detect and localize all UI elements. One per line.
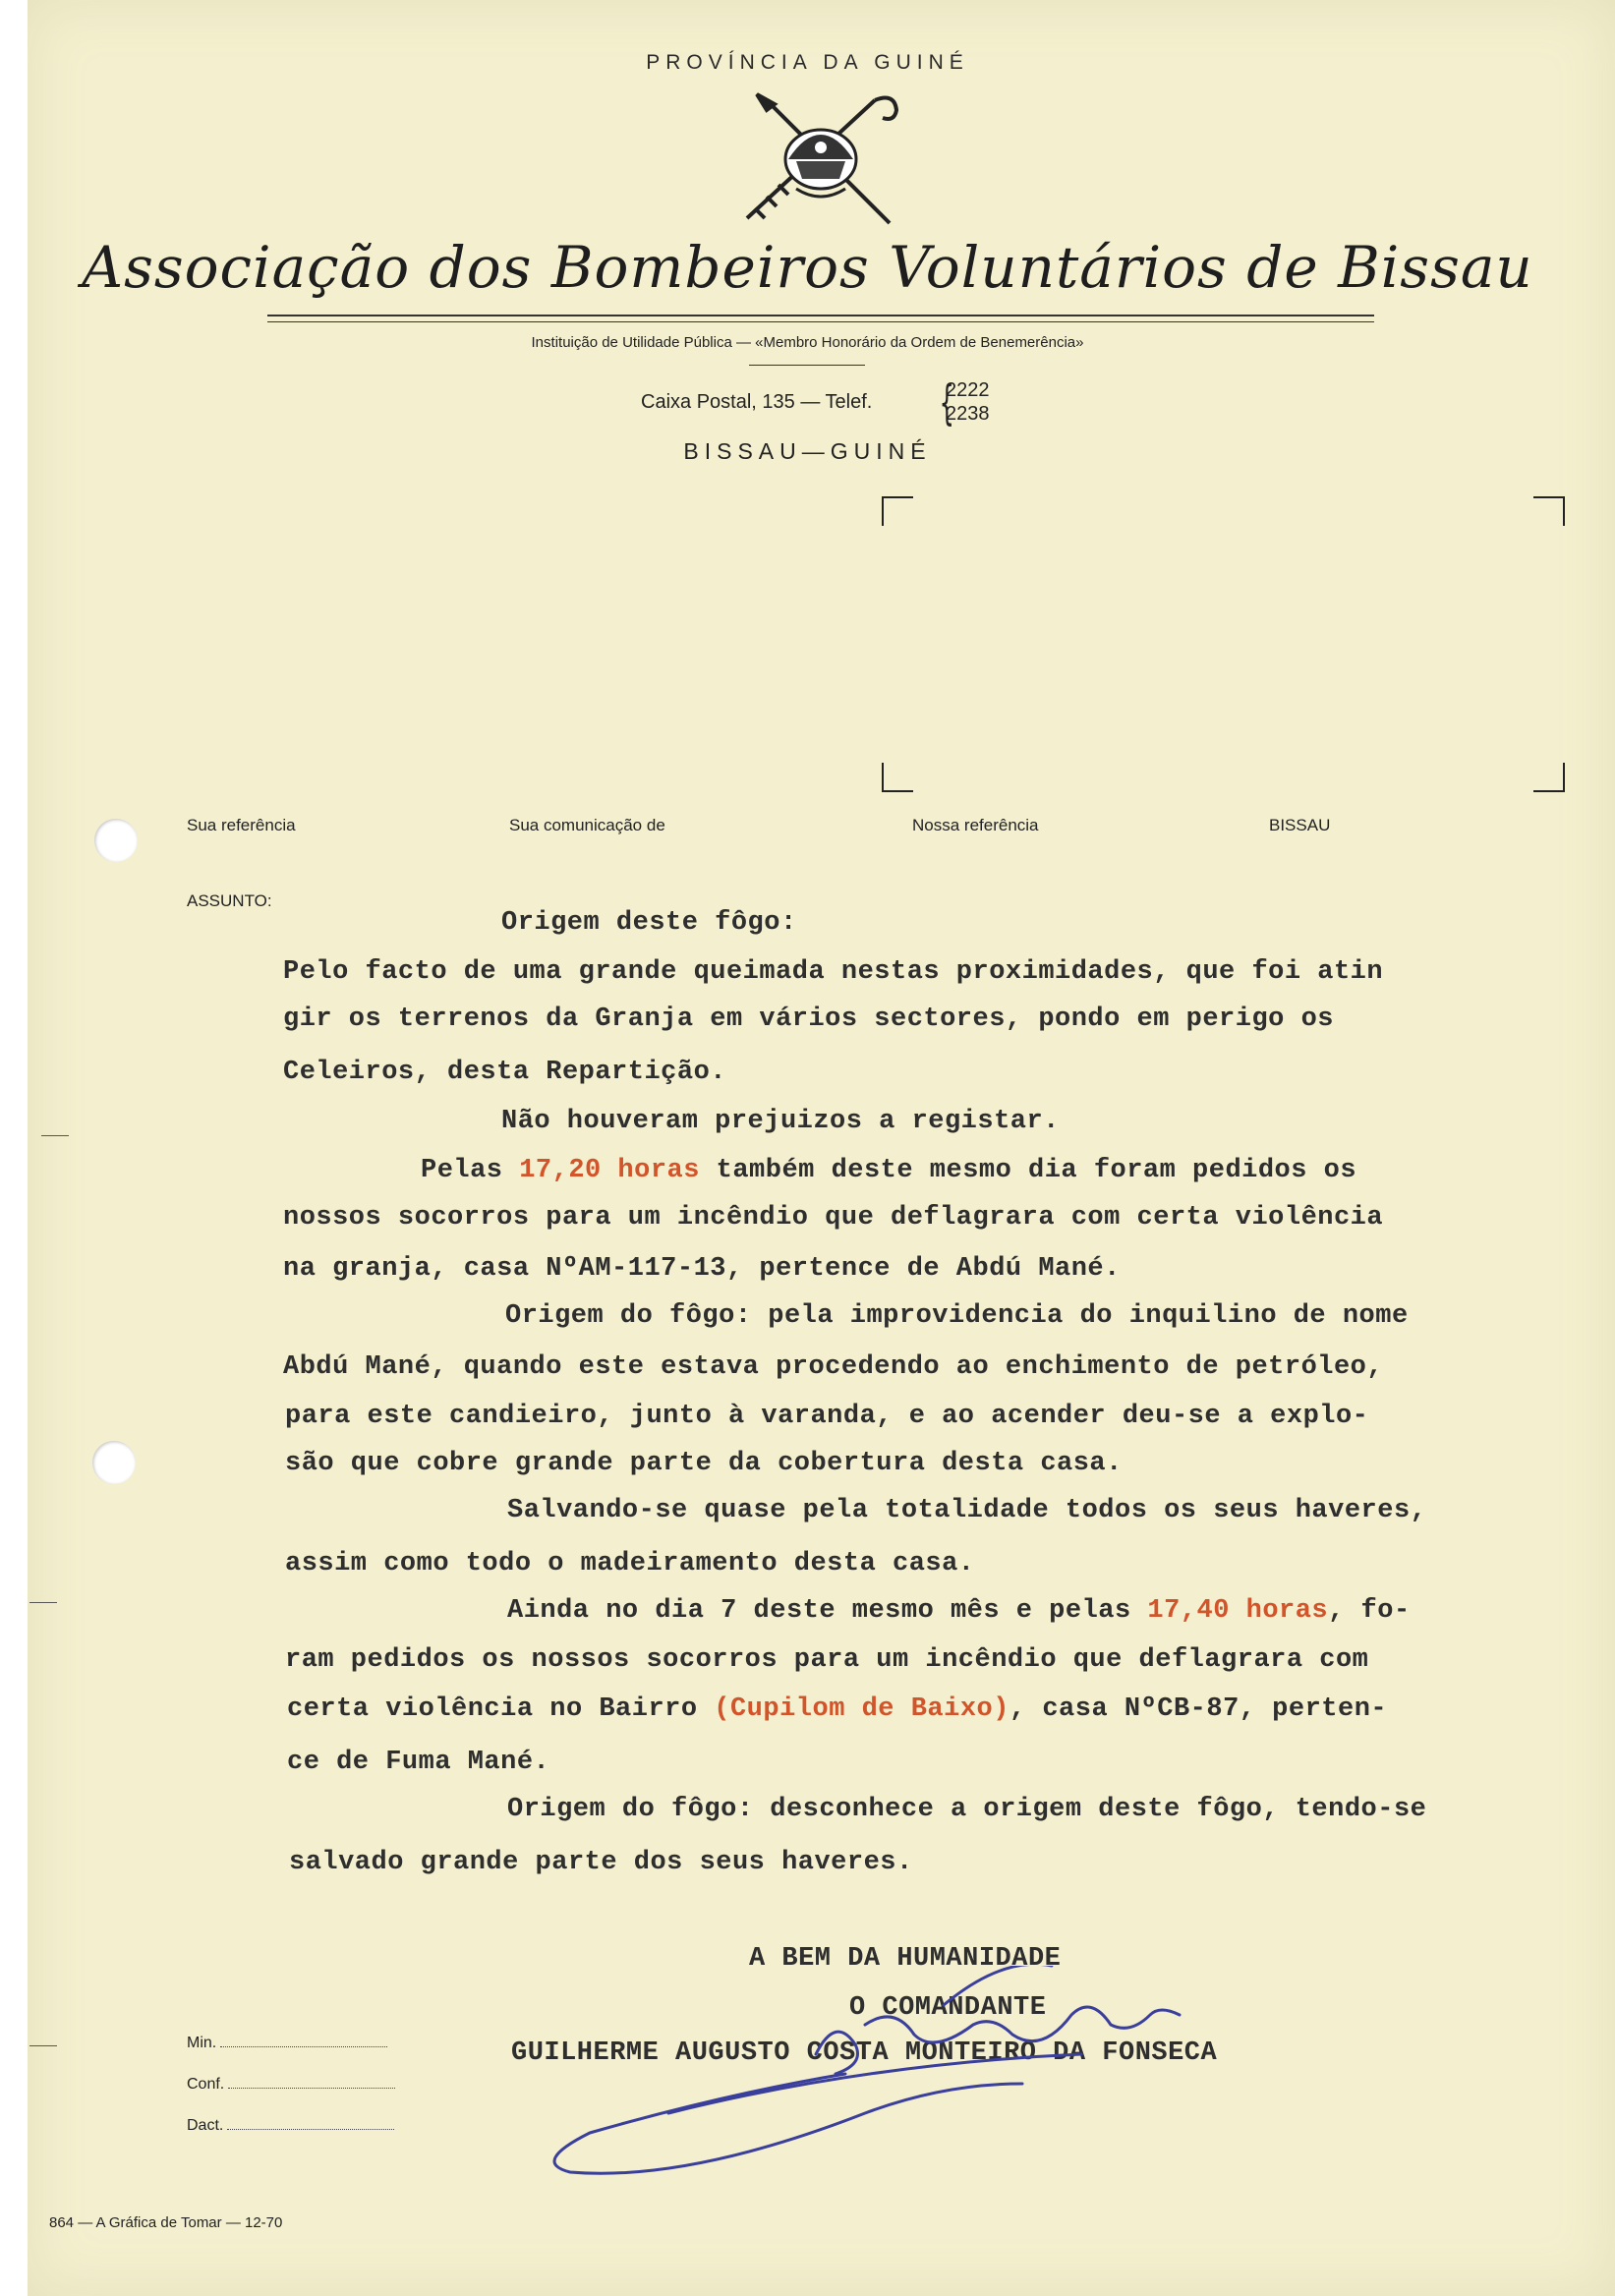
printer-footer: 864 — A Gráfica de Tomar — 12-70 (49, 2214, 283, 2231)
body-line: Abdú Mané, quando este estava procedendo ao enchimento de petróleo, (283, 1352, 1384, 1382)
province-heading: PROVÍNCIA DA GUINÉ (646, 51, 969, 74)
fold-mark (29, 2045, 57, 2046)
body-line: nossos socorros para um incêndio que deflagrara com certa violência (283, 1203, 1384, 1233)
field-nossa-referencia: Nossa referência (912, 816, 1039, 834)
phone-number: 2222 (946, 379, 990, 401)
address-window-corner (1533, 763, 1565, 792)
control-min: Min. (187, 2035, 387, 2052)
body-line: ce de Fuma Mané. (287, 1748, 550, 1777)
punch-hole (92, 1441, 136, 1484)
control-conf: Conf. (187, 2076, 395, 2094)
divider (267, 315, 1374, 316)
firefighter-emblem-icon (727, 90, 914, 233)
punch-hole (94, 819, 138, 862)
address-window-corner (1533, 496, 1565, 526)
fold-mark (29, 1602, 57, 1603)
brace-glyph: { (939, 375, 954, 430)
field-sua-referencia: Sua referência (187, 816, 296, 834)
body-line: gir os terrenos da Granja em vários sectores, pondo em perigo os (283, 1004, 1334, 1034)
signatory-name: GUILHERME AUGUSTO COSTA MONTEIRO DA FONSECA (511, 2038, 1218, 2068)
body-line: Não houveram prejuizos a registar. (501, 1107, 1060, 1136)
field-assunto: ASSUNTO: (187, 891, 272, 910)
body-line: Salvando-se quase pela totalidade todos os seus haveres, (507, 1496, 1427, 1525)
body-line: Pelo facto de uma grande queimada nestas proximidades, que foi atin (283, 957, 1384, 987)
closing-motto: A BEM DA HUMANIDADE (749, 1944, 1062, 1974)
divider (749, 365, 865, 366)
body-line: Celeiros, desta Repartição. (283, 1058, 726, 1087)
field-bissau: BISSAU (1269, 816, 1331, 834)
body-line: para este candieiro, junto à varanda, e ao acender deu-se a explo- (285, 1402, 1369, 1431)
highlighted-place: (Cupilom de Baixo) (714, 1694, 1009, 1724)
body-line: salvado grande parte dos seus haveres. (289, 1848, 913, 1877)
association-title: Associação dos Bombeiros Voluntários de Bissau (82, 234, 1533, 301)
institution-subtitle: Instituição de Utilidade Pública — «Membro Honorário da Ordem de Benemerência» (531, 334, 1084, 351)
closing-role: O COMANDANTE (849, 1993, 1047, 2023)
body-line: Origem deste fôgo: (501, 908, 797, 938)
postal-address: Caixa Postal, 135 — Telef. (641, 391, 873, 413)
city-heading: BISSAU—GUINÉ (683, 438, 932, 464)
highlighted-time: 17,20 horas (519, 1156, 700, 1185)
field-sua-comunicacao: Sua comunicação de (509, 816, 665, 834)
address-window-corner (882, 496, 913, 526)
body-line: são que cobre grande parte da cobertura desta casa. (285, 1449, 1123, 1478)
phone-number: 2238 (946, 403, 990, 425)
body-line: Origem do fôgo: desconhece a origem deste fôgo, tendo-se (507, 1795, 1427, 1824)
body-line: Ainda no dia 7 deste mesmo mês e pelas 17,40 horas, fo- (507, 1596, 1411, 1626)
control-dact: Dact. (187, 2117, 394, 2135)
highlighted-time: 17,40 horas (1147, 1596, 1329, 1626)
body-line: certa violência no Bairro (Cupilom de Baixo), casa NºCB-87, perten- (287, 1694, 1388, 1724)
divider (267, 321, 1374, 322)
body-line: ram pedidos os nossos socorros para um incêndio que deflagrara com (285, 1645, 1369, 1675)
address-window-corner (882, 763, 913, 792)
body-line: Origem do fôgo: pela improvidencia do inquilino de nome (505, 1301, 1409, 1331)
body-line: na granja, casa NºAM-117-13, pertence de Abdú Mané. (283, 1254, 1121, 1284)
body-line: assim como todo o madeiramento desta casa. (285, 1549, 975, 1578)
fold-mark (41, 1135, 69, 1136)
signature-icon (521, 1966, 1288, 2182)
body-line: Pelas 17,20 horas também deste mesmo dia foram pedidos os (421, 1156, 1357, 1185)
